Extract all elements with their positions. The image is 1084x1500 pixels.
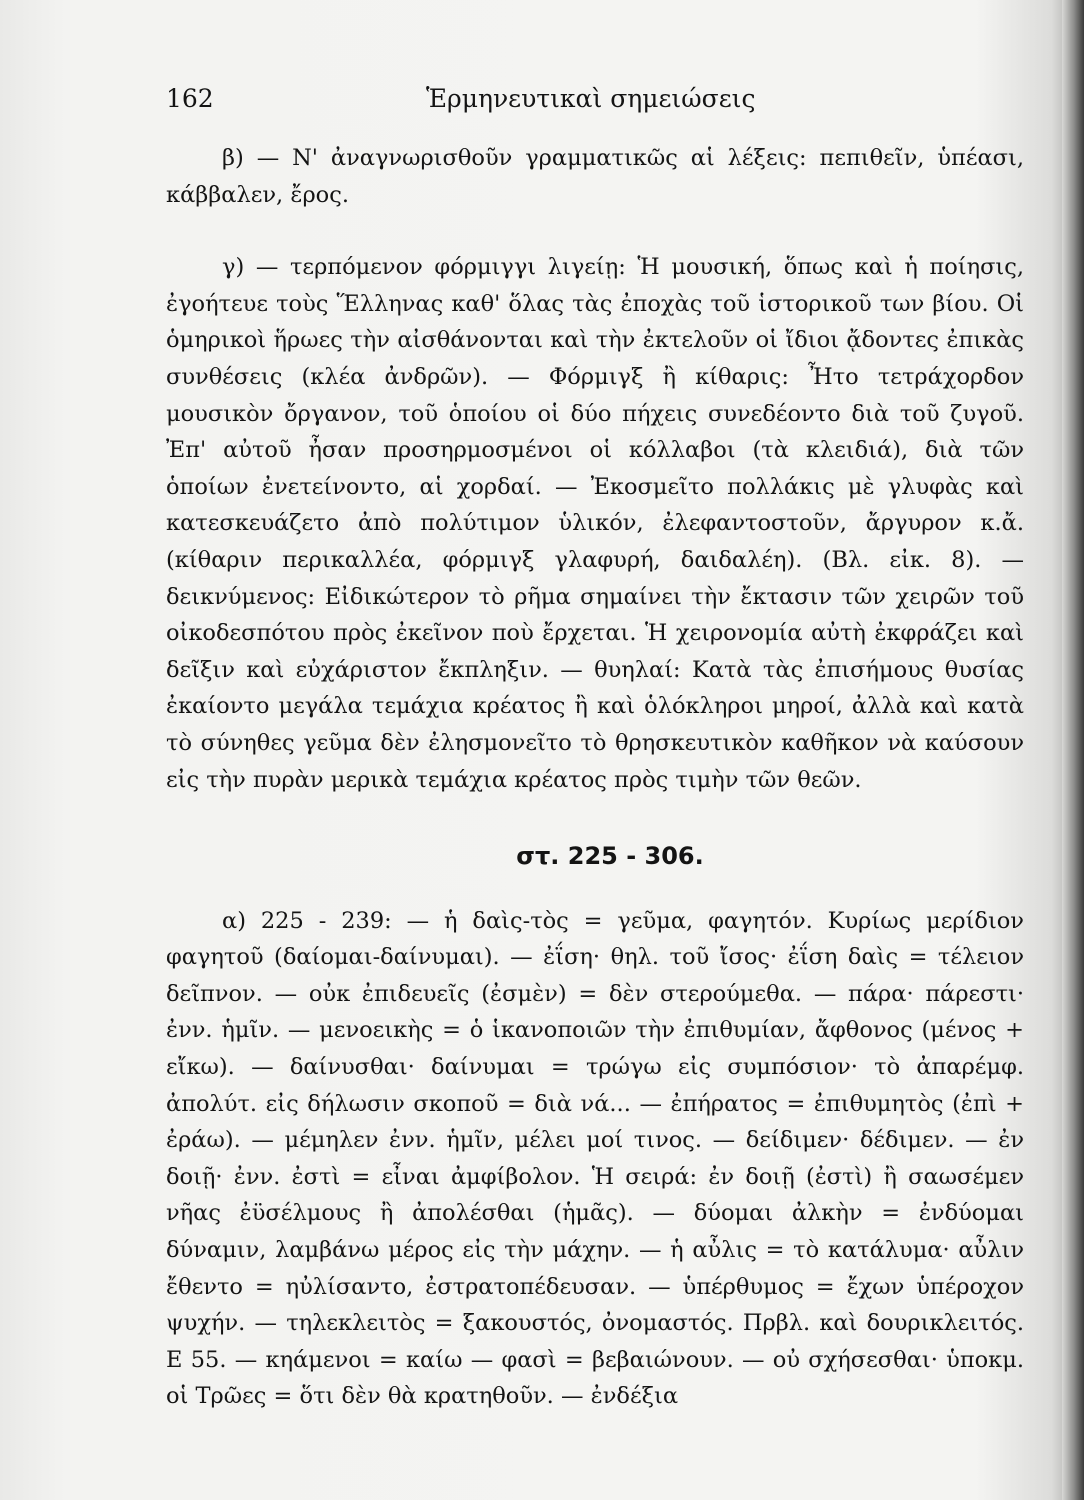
page-header (166, 84, 1026, 120)
running-title: Ἑρμηνευτικαὶ σημειώσεις (426, 84, 756, 113)
paragraph-gamma: γ) — τερπόμενον φόρμιγγι λιγείῃ: Ἡ μουσική, ὅπως καὶ ἡ ποίησις, ἐγοήτευε τοὺς Ἕλληνας καθ' ὅλας τὰς ἐποχὰς τοῦ ἱστορικοῦ των βίου. Οἱ ὁμηρικοὶ ἥρωες τὴν αἰσθάνονται καὶ τὴν ἐκτελοῦν οἱ ἴδιοι ᾄδοντες ἐπικὰς συνθέσεις (κλέα ἀνδρῶν). — Φόρμιγξ ἢ κίθαρις: Ἦτο τετράχορδον μουσικὸν ὄργανον, τοῦ ὁποίου οἱ δύο πήχεις συνεδέοντο διὰ τοῦ ζυγοῦ. Ἐπ' αὐτοῦ ἦσαν προσηρμοσμένοι οἱ κόλλαβοι (τὰ κλειδιά), διὰ τῶν ὁποίων ἐνετείνοντο, αἱ χορδαί. — Ἐκοσμεῖτο πολλάκις μὲ γλυφὰς καὶ κατεσκευάζετο ἀπὸ πολύτιμον ὑλικόν, ἐλεφαντοστοῦν, ἄργυρον κ.ἄ. (κίθαριν περικαλλέα, φόρμιγξ γλαφυρή, δαιδαλέη). (Βλ. εἰκ. 8). — δεικνύμενος: Εἰδικώτερον τὸ ρῆμα σημαίνει τὴν ἔκτασιν τῶν χειρῶν τοῦ οἰκοδεσπότου πρὸς ἐκεῖνον ποὺ ἔρχεται. Ἡ χειρονομία αὐτὴ ἐκφράζει καὶ δεῖξιν καὶ εὐχάριστον ἔκπληξιν. — θυηλαί: Κατὰ τὰς ἐπισήμους θυσίας ἐκαίοντο μεγάλα τεμάχια κρέατος ἢ καὶ ὁλόκληροι μηροί, ἀλλὰ καὶ κατὰ τὸ σύνηθες γεῦμα δὲν ἐλησμονεῖτο τὸ θρησκευτικὸν καθῆκον νὰ καύσουν εἰς τὴν πυρὰν μερικὰ τεμάχια κρέατος πρὸς τιμὴν τῶν θεῶν. (166, 254, 1024, 793)
section-heading: στ. 225 - 306. (516, 842, 704, 871)
page-number: 162 (166, 84, 214, 113)
paragraph-alpha: α) 225 - 239: — ἡ δαὶς-τὸς = γεῦμα, φαγητόν. Κυρίως μερίδιον φαγητοῦ (δαίομαι-δαίνυμαι). — ἐΐση· θηλ. τοῦ ἴσος· ἐΐση δαὶς = τέλειον δεῖπνον. — οὐκ ἐπιδευεῖς (ἐσμὲν) = δὲν στερούμεθα. — πάρα· πάρεστι· ἐνν. ἡμῖν. — μενοεικὴς = ὁ ἱκανοποιῶν τὴν ἐπιθυμίαν, ἄφθονος (μένος + εἴκω). — δαίνυσθαι· δαίνυμαι = τρώγω εἰς συμπόσιον· τὸ ἀπαρέμφ. ἀπολύτ. εἰς δήλωσιν σκοποῦ = διὰ νά... — ἐπήρατος = ἐπιθυμητὸς (ἐπὶ + ἐράω). — μέμηλεν ἐνν. ἡμῖν, μέλει μοί τινος. — δείδιμεν· δέδιμεν. — ἐν δοιῇ· ἐνν. ἐστὶ = εἶναι ἀμφίβολον. Ἡ σειρά: ἐν δοιῇ (ἐστὶ) ἢ σαωσέμεν νῆας ἐϋσέλμους ἢ ἀπολέσθαι (ἡμᾶς). — δύομαι ἀλκὴν = ἐνδύομαι δύναμιν, λαμβάνω μέρος εἰς τὴν μάχην. — ἡ αὖλις = τὸ κατάλυμα· αὖλιν ἔθεντο = ηὐλίσαντο, ἐστρατοπέδευσαν. — ὑπέρθυμος = ἔχων ὑπέροχον ψυχήν. — τηλεκλειτὸς = ξακουστός, ὀνομαστός. Πρβλ. καὶ δουρικλειτός. Ε 55. — κηάμενοι = καίω — φασὶ = βεβαιώνουν. — οὐ σχήσεσθαι· ὑποκμ. οἱ Τρῶες = ὅτι δὲν θὰ κρατηθοῦν. — ἐνδέξια (166, 907, 1024, 1410)
paragraph-beta: β) — Ν' ἀναγνωρισθοῦν γραμματικῶς αἱ λέξεις: πεπιθεῖν, ὑπέασι, κάββαλεν, ἔρος. (166, 145, 1024, 208)
body-text (166, 140, 1024, 1415)
page-edge-shadow (1062, 0, 1084, 1500)
